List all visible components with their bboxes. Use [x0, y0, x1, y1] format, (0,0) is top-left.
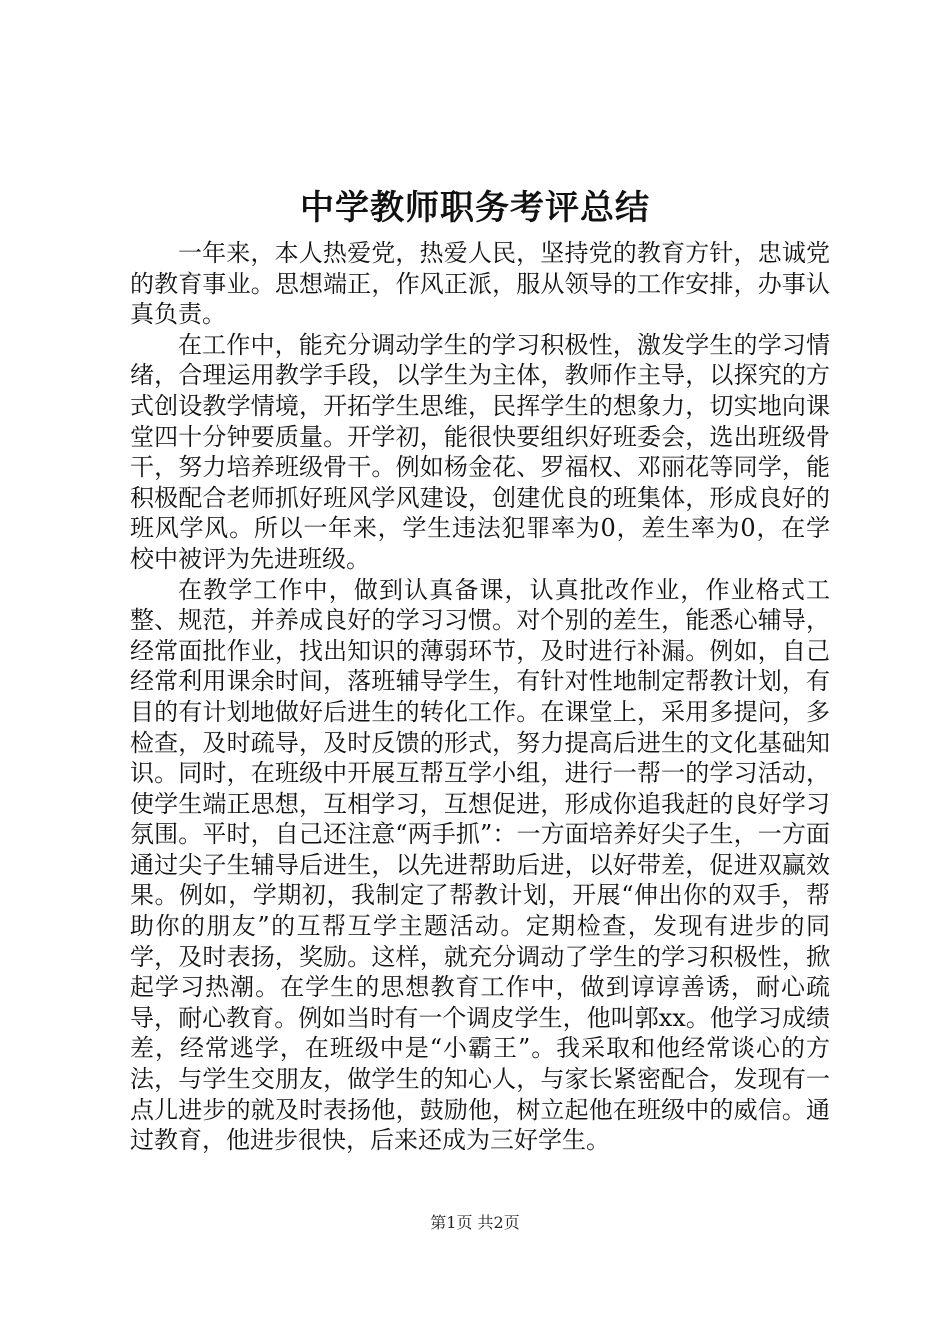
paragraph-1: 一年来，本人热爱党，热爱人民，坚持党的教育方针，忠诚党的教育事业。思想端正，作风正派，服从领导的工作安排，办事认真负责。 — [130, 239, 830, 329]
document-body — [130, 238, 830, 1156]
document-title: 中学教师职务考评总结 — [300, 188, 650, 228]
page-footer: 第1页 共2页 — [430, 1213, 520, 1232]
paragraph-2: 在工作中，能充分调动学生的学习积极性，激发学生的学习情绪，合理运用教学手段，以学生为主体，教师作主导，以探究的方式创设教学情境，开拓学生思维，民挥学生的想象力，切实地向课堂四十分钟要质量。开学初，能很快要组织好班委会，选出班级骨干，努力培养班级骨干。例如杨金花、罗福权、邓丽花等同学，能积极配合老师抓好班风学风建设，创建优良的班集体，形成良好的班风学风。所以一年来，学生违法犯罪率为0，差生率为0，在学校中被评为先进班级。 — [130, 330, 830, 573]
paragraph-3: 在教学工作中，做到认真备课，认真批改作业，作业格式工整、规范，并养成良好的学习习惯。对个别的差生，能悉心辅导，经常面批作业，找出知识的薄弱环节，及时进行补漏。例如，自己经常利用课余时间，落班辅导学生，有针对性地制定帮教计划，有目的有计划地做好后进生的转化工作。在课堂上，采用多提问，多检查，及时疏导，及时反馈的形式，努力提高后进生的文化基础知识。同时，在班级中开展互帮互学小组，进行一帮一的学习活动，使学生端正思想，互相学习，互想促进，形成你追我赶的良好学习氛围。平时，自己还注意“两手抓”：一方面培养好尖子生，一方面通过尖子生辅导后进生，以先进帮助后进，以好带差，促进双赢效果。例如，学期初，我制定了帮教计划，开展“伸出你的双手，帮助你的朋友”的互帮互学主题活动。定期检查，发现有进步的同学，及时表扬，奖励。这样，就充分调动了学生的学习积极性，掀起学习热潮。在学生的思想教育工作中，做到谆谆善诱，耐心疏导，耐心教育。例如当时有一个调皮学生，他叫郭xx。他学习成绩差，经常逃学，在班级中是“小霸王”。我采取和他经常谈心的方法，与学生交朋友，做学生的知心人，与家长紧密配合，发现有一点儿进步的就及时表扬他，鼓励他，树立起他在班级中的威信。通过教育，他进步很快，后来还成为三好学生。 — [130, 575, 830, 1155]
